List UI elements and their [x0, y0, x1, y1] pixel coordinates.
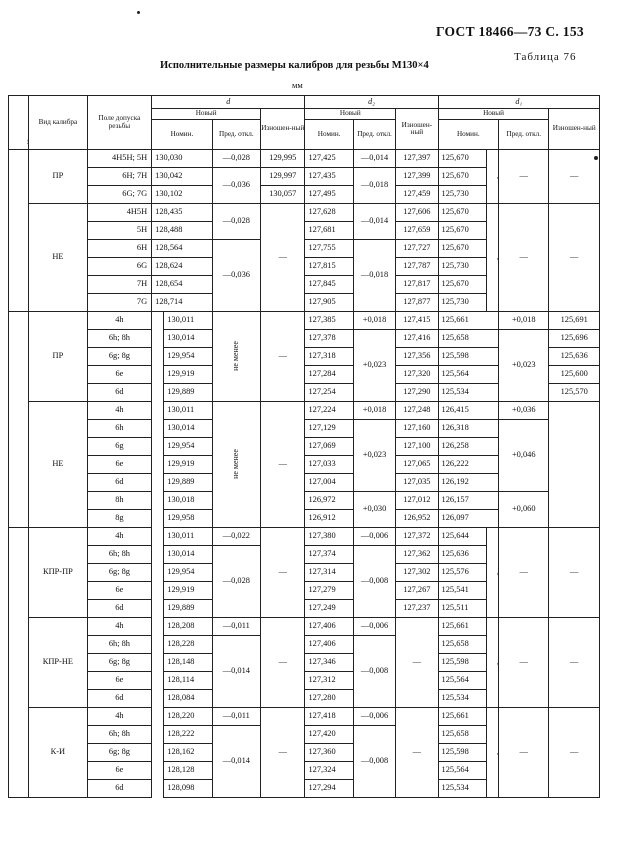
col-d2-pred: Пред. откл. — [353, 120, 395, 150]
col-d-iznoshen: Изношен-ный — [261, 109, 305, 150]
col-d2-nomin: Номин. — [305, 120, 353, 150]
note-ne-bolee: не более — [486, 150, 498, 204]
table-row: 6e 129,919 127,033 127,065 126,222 — [9, 456, 600, 474]
note-ne-menee: не менее — [212, 402, 260, 528]
table-row: 6d 128,098 127,294 125,534 — [9, 780, 600, 798]
table-row: 6g; 8g 129,954 127,318 127,356 125,598 125,636 — [9, 348, 600, 366]
table-row: 7G 128,714 127,905 127,877 125,730 — [9, 294, 600, 312]
group-koltsa — [9, 312, 29, 528]
gauge-ne-ring: НЕ — [29, 402, 87, 528]
note-ne-bolee: не более — [486, 528, 498, 618]
col-d: d — [152, 96, 305, 109]
page-header: ГОСТ 18466—73 С. 153 — [436, 24, 584, 39]
col-d-novyi: Новый — [152, 109, 261, 120]
table-row: ПР 4h 130,011 не менее — 127,385 +0,018 127,415 125,661 +0,018 125,691 — [9, 312, 600, 330]
col-d2-novyi: Новый — [305, 109, 396, 120]
col-d1-novyi: Новый — [438, 109, 549, 120]
table-row: 6e 129,919 127,284 127,320 125,564 125,600 — [9, 366, 600, 384]
table-caption: Исполнительные размеры калибров для резьбы М130×4 — [160, 60, 429, 71]
table-row: 6d 129,889 127,254 127,290 125,534 125,570 — [9, 384, 600, 402]
table-row: 6g 129,954 127,069 127,100 126,258 — [9, 438, 600, 456]
table-row: 6d 129,889 127,249 127,237 125,511 — [9, 600, 600, 618]
table-row: 6h; 8h 128,222 —0,014 127,420 —0,008 125,658 — [9, 726, 600, 744]
table-row: 6h 130,014 127,129 +0,023 127,160 126,318 +0,046 — [9, 420, 600, 438]
table-row: 6e 128,114 127,312 125,564 — [9, 672, 600, 690]
col-d1: d₁ — [438, 96, 599, 109]
table-row: 6e 129,919 127,279 127,267 125,541 — [9, 582, 600, 600]
table-row: 5Н 128,488 127,681 127,659 125,670 — [9, 222, 600, 240]
table-row: 6Н; 7Н 130,042 —0,036 129,997 127,435 —0,018 127,399 125,670 — [9, 168, 600, 186]
gauge-kpr-pr: КПР-ПР — [29, 528, 87, 618]
table-row: 6h; 8h 130,014 127,378 +0,023 127,416 125,658 +0,023 125,696 — [9, 330, 600, 348]
col-d-pred: Пред. откл. — [212, 120, 260, 150]
col-d2-iznoshen: Изношен-ный — [396, 109, 438, 150]
table-row: 6g; 8g 128,148 127,346 125,598 — [9, 654, 600, 672]
table-row: 6d 129,889 127,004 127,035 126,192 — [9, 474, 600, 492]
note-ne-bolee: не более — [486, 618, 498, 708]
table-row: 8g 129,958 126,912 126,952 126,097 — [9, 510, 600, 528]
col-d2: d₂ — [305, 96, 438, 109]
col-d-nomin: Номин. — [152, 120, 213, 150]
group-kontrol — [9, 528, 29, 798]
table-row: 8h 130,018 126,972 +0,030 127,012 126,157 +0,060 — [9, 492, 600, 510]
table-row: 6h; 8h 130,014 —0,028 127,374 —0,008 127,362 125,636 — [9, 546, 600, 564]
table-row: 6h; 8h 128,228 —0,014 127,406 —0,008 125,658 — [9, 636, 600, 654]
col-naimenovanie: Наименование — [9, 96, 29, 150]
gauge-pr: ПР — [29, 150, 87, 204]
table-row: КПР-НЕ 4h 128,208 —0,011 — 127,406 —0,006 — 125,661 не более — — — [9, 618, 600, 636]
table-row: 6Н 128,564 —0,036 127,755 —0,018 127,727 125,670 — [9, 240, 600, 258]
dimensions-table — [8, 95, 600, 798]
table-row: НЕ 4Н5Н 128,435 —0,028 — 127,628 —0,014 127,606 125,670 не более — — — [9, 204, 600, 222]
col-vid-kalibra: Вид калибра — [29, 96, 87, 150]
col-d1-iznoshen: Изношен-ный — [549, 109, 600, 150]
gauge-pr-ring: ПР — [29, 312, 87, 402]
col-d1-nomin: Номин. — [438, 120, 499, 150]
table-row: 6d 128,084 127,280 125,534 — [9, 690, 600, 708]
speck-mark — [137, 11, 140, 14]
table-row: 6e 128,128 127,324 125,564 — [9, 762, 600, 780]
gauge-ne: НЕ — [29, 204, 87, 312]
table-row: 6g; 8g 128,162 127,360 125,598 — [9, 744, 600, 762]
table-row: К-И 4h 128,220 —0,011 — 127,418 —0,006 — 125,661 не более — — — [9, 708, 600, 726]
table-row: КПР-ПР 4h 130,011 —0,022 — 127,380 —0,006 127,372 125,644 не более — — — [9, 528, 600, 546]
table-row: 6G; 7G 130,102 130,057 127,495 127,459 125,730 — [9, 186, 600, 204]
unit-label: мм — [292, 80, 303, 90]
note-ne-menee: не менее — [212, 312, 260, 402]
gauge-ki: К-И — [29, 708, 87, 798]
note-ne-bolee: не более — [486, 204, 498, 312]
table-row: 6g; 8g 129,954 127,314 127,302 125,576 — [9, 564, 600, 582]
table-number: Таблица 76 — [514, 51, 577, 63]
col-pole-dopuska: Поле допуска резьбы — [87, 96, 152, 150]
table-row: НЕ 4h 130,011 не менее — 127,224 +0,018 127,248 126,415 +0,036 — [9, 402, 600, 420]
table-row: 6G 128,624 127,815 127,787 125,730 — [9, 258, 600, 276]
gauge-kpr-ne: КПР-НЕ — [29, 618, 87, 708]
table-row: ПР 4Н5Н; 5Н 130,030 —0,028 129,995 127,425 —0,014 127,397 125,670 не более — — — [9, 150, 600, 168]
group-probki — [9, 150, 29, 312]
col-d1-pred: Пред. откл. — [499, 120, 549, 150]
table-row: 7Н 128,654 127,845 127,817 125,670 — [9, 276, 600, 294]
note-ne-bolee: не более — [486, 708, 498, 798]
